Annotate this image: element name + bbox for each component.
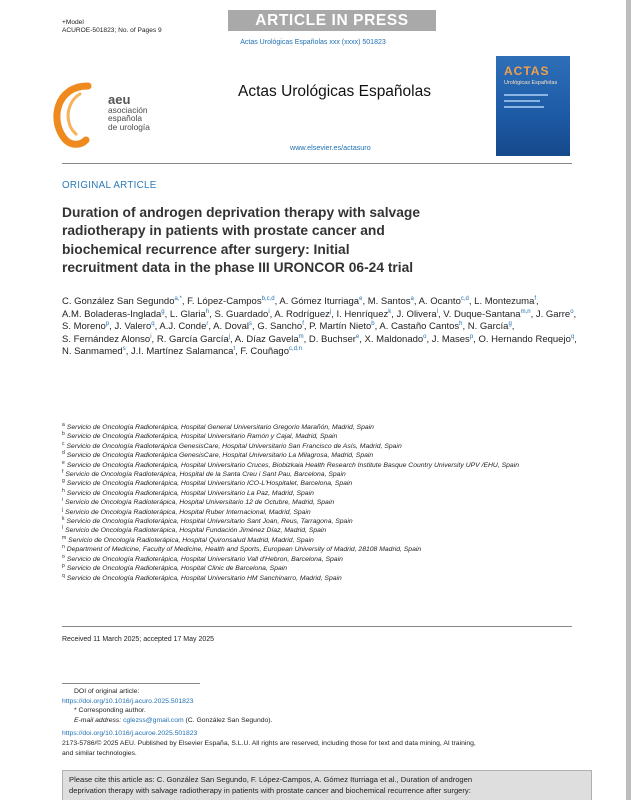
author-affiliation-marker[interactable]: h <box>459 321 463 328</box>
author-name-text: O. Hernando Requejo <box>478 333 571 345</box>
logo-de-urologia: de urología <box>108 121 150 132</box>
page-edge <box>626 0 631 800</box>
corresponding-author-note: * Corresponding author. <box>74 707 146 715</box>
affiliation-key: h <box>62 487 65 494</box>
manuscript-line: ACUROE-501823; No. of Pages 9 <box>62 27 162 34</box>
author-affiliation-marker[interactable]: e <box>359 296 363 302</box>
affiliation-key: n <box>62 544 65 551</box>
author-affiliation-marker[interactable]: f <box>302 321 304 328</box>
author-name-text: F. López-Campos <box>187 296 262 307</box>
article-type: ORIGINAL ARTICLE <box>62 180 157 191</box>
affiliation-item <box>62 423 592 432</box>
affiliation-text: Servicio de Oncología Radioterápica, Hospital Universitario 12 de Octubre, Madrid, Spain <box>65 499 335 507</box>
author-affiliation-marker[interactable]: s <box>122 346 126 353</box>
logo-aeu: aeu <box>108 92 131 107</box>
author-affiliation-marker[interactable]: g <box>508 321 512 328</box>
affiliation-text: Servicio de Oncología Radioterápica, Hospital de la Santa Creu i Sant Pau, Barcelona, Spain <box>65 471 346 479</box>
affiliation-text: Servicio de Oncología Radioterápica, Hospital Universitario Sant Joan, Reus, Tarragona, Spain <box>66 518 353 526</box>
affiliation-text: Servicio de Oncología Radioterápica, Hospital Ruber Internacional, Madrid, Spain <box>65 508 311 516</box>
author-affiliation-marker[interactable]: g <box>161 308 165 315</box>
received-accepted-dates: Received 11 March 2025; accepted 17 May 2025 <box>62 636 215 643</box>
title-line: Duration of androgen deprivation therapy with salvage <box>62 205 421 220</box>
affiliation-item <box>62 470 592 479</box>
author-name-text: M. Santos <box>367 296 411 307</box>
email-line <box>62 716 592 726</box>
affiliation-item <box>62 574 592 583</box>
affiliation-item <box>62 479 592 488</box>
cover-line <box>504 106 544 108</box>
manuscript-info <box>62 19 162 35</box>
author-name-text: S. Moreno <box>62 321 106 333</box>
affiliation-text: Servicio de Oncología Radioterápica, Hospital Universitario ICO-L'Hospitalet, Barcelona, Spain <box>66 480 353 488</box>
affiliation-key: d <box>62 450 65 457</box>
cover-line <box>504 100 540 102</box>
article-title <box>62 204 532 277</box>
author-name-text: A. Gómez Iturriaga <box>279 296 360 307</box>
author-affiliation-marker[interactable]: j <box>329 308 332 315</box>
author-affiliation-marker[interactable]: k <box>388 308 392 315</box>
model-line: +Model <box>62 19 84 26</box>
author-name-text: A.J. Conde <box>159 321 207 333</box>
affiliation-key: p <box>62 563 65 570</box>
author-name[interactable] <box>365 334 427 345</box>
author-affiliation-marker[interactable]: m <box>298 333 304 340</box>
affiliation-text: Servicio de Oncología Radioterápica, Hospital Universitario Cruces, Biobizkaia Health Research Institute Basque Country University UPV /EHU, Spain <box>66 461 519 469</box>
author-name[interactable] <box>235 334 304 345</box>
author-name-text: L. Montezuma <box>474 296 535 307</box>
author-name[interactable] <box>419 296 469 307</box>
doi-link[interactable]: https://doi.org/10.1016/j.acuroe.2025.501823 <box>62 730 198 738</box>
author-name[interactable] <box>62 346 126 357</box>
affiliation-item <box>62 461 592 470</box>
email-link[interactable]: cglezss@gmail.com <box>123 716 184 724</box>
author-affiliation-marker[interactable]: q <box>151 321 155 328</box>
author-name-text: D. Buchser <box>308 333 356 345</box>
author-name[interactable] <box>62 321 109 332</box>
affiliation-text: Servicio de Oncología Radioterápica, Hospital Fundación Jiménez Díaz, Madrid, Spain <box>65 527 327 535</box>
author-name[interactable] <box>309 321 374 332</box>
author-affiliation-marker[interactable]: t <box>233 346 236 353</box>
author-name-text: A. Rodríguez <box>274 308 330 320</box>
author-affiliation-marker[interactable]: l <box>436 308 438 315</box>
author-affiliation-marker[interactable]: q <box>570 333 575 340</box>
doi-original-label: DOI of original article: <box>74 688 140 695</box>
affiliation-text: Servicio de Oncología Radioterápica GenesisCare, Hospital Universitario La Milagrosa, Madrid, Spain <box>66 452 374 460</box>
affiliation-item <box>62 545 592 554</box>
author-name[interactable] <box>131 346 235 357</box>
affiliation-key: l <box>62 525 64 532</box>
footnote-divider <box>62 683 200 684</box>
affiliation-item <box>62 451 592 460</box>
author-affiliation-marker[interactable]: s <box>249 321 253 328</box>
copyright-line: 2173-5786/© 2025 AEU. Published by Elsevier España, S.L.U. All rights are reserved, including those for text and data mining, AI training, <box>62 739 476 747</box>
author-name-text: C. González San Segundo <box>62 296 175 307</box>
affiliation-key: a <box>62 422 65 428</box>
author-name-text: P. Martín Nieto <box>309 321 372 333</box>
affiliation-item <box>62 508 592 517</box>
author-affiliation-marker[interactable]: i <box>268 308 270 315</box>
author-name-text: A. Díaz Gavela <box>234 333 299 345</box>
author-affiliation-marker[interactable]: b,c,d <box>261 296 275 302</box>
author-name[interactable] <box>309 334 359 345</box>
author-name-text: N. Sanmamed <box>62 346 123 358</box>
affiliation-key: o <box>62 553 65 560</box>
affiliation-key: b <box>62 431 65 438</box>
citation-box <box>62 770 592 800</box>
author-name[interactable] <box>397 309 438 320</box>
author-name-text: A. Ocanto <box>418 296 461 307</box>
author-affiliation-marker[interactable]: b <box>371 321 375 328</box>
author-name-text: X. Maldonado <box>364 333 424 345</box>
author-name-text: L. Glaria <box>169 308 206 320</box>
author-affiliation-marker[interactable]: j <box>228 333 230 340</box>
author-name[interactable] <box>62 296 182 307</box>
author-name[interactable] <box>478 334 574 345</box>
author-name-text: N. García <box>467 321 509 333</box>
author-affiliation-marker[interactable]: f <box>534 296 537 302</box>
author-name[interactable] <box>279 296 362 307</box>
affiliation-key: q <box>62 572 65 579</box>
author-name-text: G. Sancho <box>257 321 303 333</box>
affiliation-text: Servicio de Oncología Radioterápica, Hospital Quironsalud Madrid, Madrid, Spain <box>68 536 314 544</box>
affiliation-list <box>62 423 592 583</box>
affiliation-item <box>62 498 592 507</box>
affiliation-item <box>62 442 592 451</box>
affiliation-item <box>62 555 592 564</box>
title-line: biochemical recurrence after surgery: Initial <box>62 241 350 257</box>
author-name[interactable] <box>187 296 274 307</box>
citation-line: Please cite this article as: C. González San Segundo, F. López-Campos, A. Gómez Iturriaga et al., Duration of androgen <box>69 775 473 784</box>
author-name[interactable] <box>443 309 530 320</box>
affiliation-key: c <box>62 440 65 447</box>
affiliation-item <box>62 517 592 526</box>
author-affiliation-marker[interactable]: p <box>105 321 110 328</box>
author-name-text: S. Guardado <box>214 308 269 320</box>
author-affiliation-marker[interactable]: o <box>423 333 427 340</box>
affiliation-key: f <box>62 469 64 476</box>
author-affiliation-marker[interactable]: a <box>410 296 414 302</box>
author-list: C. González San Segundo$^{a,*}$, F. López-Campos$^{b,c,d}$, A. Gómez Iturriaga$^e$, M. Santos$^a$, A. Ocanto$^{c,d}$, L. Montezuma$^f$, A.M. Boladeras-Inglada$^g$, L. Glaria$^h$, S. Guardado$^i$, A. Rodríguez$^j$, I. Henríquez$^k$, J. Olivera$^l$, V. Duque-Santana$^{m,n}$, J. Garre$^o$, S. Moreno$^p$, J. Valero$^q$, A.J. Conde$^r$, A. Doval$^s$, G. Sancho$^f$, P. Martín Nieto$^b$, A. Castaño Cantos$^h$, N. García$^g$, S. Fernández Alonso$^i$, R. García García$^j$, A. Díaz Gavela$^m$, D. Buchser$^e$, X. Maldonado$^o$, J. Mases$^p$, O. Hernando Requejo$^q$, N. Sanmamed$^s$, J.I. Martínez Salamanca$^t$, F. Couñago$^{c,d,n}$ <box>62 296 577 358</box>
copyright-line: and similar technologies. <box>62 749 137 757</box>
author-name-text: V. Duque-Santana <box>443 308 521 320</box>
author-name[interactable] <box>379 321 462 332</box>
header-divider <box>62 163 572 164</box>
author-affiliation-marker[interactable]: h <box>205 308 210 315</box>
author-name[interactable] <box>213 321 252 332</box>
author-affiliation-marker[interactable]: i <box>150 333 152 340</box>
author-name[interactable] <box>157 334 230 345</box>
author-name[interactable] <box>257 321 304 332</box>
author-affiliation-marker[interactable]: c,d <box>460 296 469 302</box>
author-name-text: J. Valero <box>114 321 152 333</box>
aeu-logo-text <box>108 94 150 131</box>
author-name-text: J. Olivera <box>396 308 437 320</box>
author-name[interactable] <box>62 334 152 345</box>
author-name-text: J. Mases <box>431 333 470 345</box>
author-name-text: F. Couñago <box>240 346 289 358</box>
affiliation-item <box>62 536 592 545</box>
email-suffix: (C. González San Segundo). <box>183 716 273 724</box>
affiliation-key: e <box>62 459 65 466</box>
author-affiliation-marker[interactable]: e <box>355 333 360 340</box>
author-name[interactable] <box>337 309 392 320</box>
affiliation-text: Servicio de Oncología Radioterápica, Hospital Clinic de Barcelona, Spain <box>66 565 288 573</box>
author-name[interactable] <box>468 321 512 332</box>
affiliation-text: Servicio de Oncología Radioterápica, Hospital Universitario HM Sanchinarro, Madrid, Spain <box>66 574 342 582</box>
author-name-text: A. Castaño Cantos <box>379 321 460 333</box>
affiliation-text: Servicio de Oncología Radioterápica, Hospital General Universitario Gregorio Marañón, Madrid, Spain <box>66 424 374 431</box>
author-name[interactable] <box>432 334 473 345</box>
journal-reference-link[interactable]: Actas Urológicas Españolas xxx (xxxx) 501823 <box>240 39 386 46</box>
author-name[interactable] <box>62 309 165 320</box>
journal-title: Actas Urológicas Españolas <box>238 83 431 100</box>
title-line: recruitment data in the phase III URONCOR 06-24 trial <box>62 259 414 275</box>
author-name[interactable] <box>114 321 154 332</box>
doi-original-link[interactable]: https://doi.org/10.1016/j.acuro.2025.501823 <box>62 697 194 705</box>
affiliation-text: Servicio de Oncología Radioterápica, Hospital Universitario Vall d'Hebron, Barcelona, Spain <box>66 555 343 563</box>
footnotes <box>62 687 592 758</box>
affiliation-key: m <box>62 534 67 541</box>
author-name[interactable] <box>274 309 331 320</box>
author-affiliation-marker[interactable]: a,* <box>174 296 182 302</box>
article-in-press-banner: ARTICLE IN PRESS <box>228 10 436 31</box>
author-name-text: A. Doval <box>213 321 250 333</box>
author-name-text: I. Henríquez <box>336 308 389 320</box>
author-affiliation-marker[interactable]: r <box>206 321 209 328</box>
email-label: E-mail address: <box>74 716 124 724</box>
journal-cover-thumbnail <box>496 56 570 156</box>
affiliation-text: Department of Medicine, Faculty of Medicine, Health and Sports, European University of Madrid, 28108 Madrid, Spain <box>66 546 422 554</box>
author-name[interactable] <box>368 296 414 307</box>
author-affiliation-marker[interactable]: m,n <box>520 308 531 315</box>
author-name-text: J. Garre <box>535 308 571 320</box>
author-name[interactable] <box>474 296 536 307</box>
journal-url-link[interactable]: www.elsevier.es/actasuro <box>290 143 371 152</box>
affiliation-key: j <box>62 506 64 513</box>
title-line: radiotherapy in patients with prostate cancer and <box>62 223 385 239</box>
author-affiliation-marker[interactable]: c,d,n <box>289 346 303 353</box>
affiliation-item <box>62 432 592 441</box>
cover-title: ACTAS <box>504 64 550 78</box>
cover-subtitle: Urológicas Españolas <box>504 80 558 86</box>
affiliation-item <box>62 526 592 535</box>
author-name-text: J.I. Martínez Salamanca <box>131 346 234 358</box>
author-affiliation-marker[interactable]: p <box>469 333 474 340</box>
author-name[interactable] <box>170 309 209 320</box>
author-affiliation-marker[interactable]: o <box>570 308 574 315</box>
logo-asociacion: asociación <box>108 105 148 115</box>
author-name[interactable] <box>214 309 269 320</box>
affiliation-item <box>62 564 592 573</box>
affiliation-text: Servicio de Oncología Radioterápica GenesisCare, Hospital Universitario San Francisco de Asís, Madrid, Spain <box>66 442 402 450</box>
author-name[interactable] <box>159 321 208 332</box>
cover-line <box>504 94 548 96</box>
affiliation-text: Servicio de Oncología Radioterápica, Hospital Universitario La Paz, Madrid, Spain <box>66 489 314 497</box>
logo-espanola: española <box>108 113 142 124</box>
affiliation-key: g <box>62 478 65 485</box>
affiliation-key: i <box>62 497 64 504</box>
author-name-text: S. Fernández Alonso <box>62 333 151 345</box>
author-name[interactable] <box>536 309 574 320</box>
author-name-text: A.M. Boladeras-Inglada <box>62 308 162 320</box>
author-name-text: R. García García <box>156 333 229 345</box>
citation-line: deprivation therapy with salvage radiotherapy in patients with prostate cancer and biochemical recurrence after surgery: <box>69 786 471 795</box>
affiliation-key: k <box>62 516 65 523</box>
author-name[interactable] <box>240 346 302 357</box>
affiliation-text: Servicio de Oncología Radioterápica, Hospital Universitario Ramón y Cajal, Madrid, Spain <box>66 433 338 441</box>
affiliations-divider <box>62 626 572 627</box>
affiliation-item <box>62 489 592 498</box>
